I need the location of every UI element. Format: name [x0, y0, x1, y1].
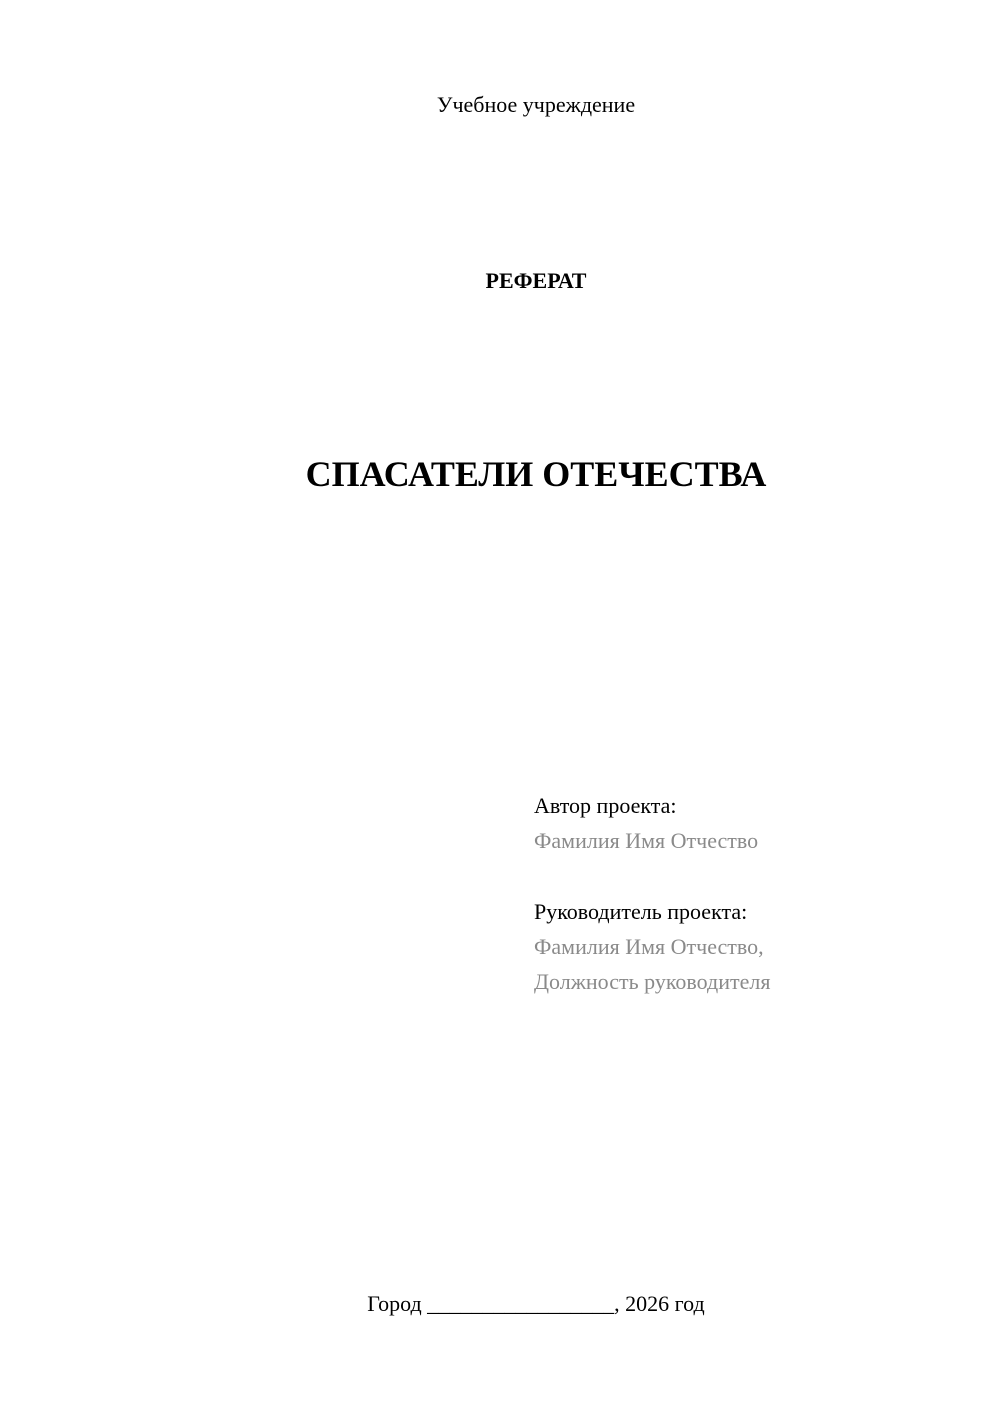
document-type: РЕФЕРАТ: [485, 268, 587, 293]
author-label: Автор проекта:: [534, 793, 677, 818]
project-people-block: [534, 788, 770, 999]
author-name: Фамилия Имя Отчество: [534, 828, 759, 853]
supervisor-label: Руководитель проекта:: [534, 899, 748, 924]
spacer: [534, 858, 770, 894]
institution-name: Учебное учреждение: [436, 92, 636, 117]
supervisor-name: Фамилия Имя Отчество,: [534, 934, 764, 959]
city-year-line: Город _________________, 2026 год: [367, 1291, 705, 1316]
supervisor-position: Должность руководителя: [534, 969, 771, 994]
document-title: СПАСАТЕЛИ ОТЕЧЕСТВА: [305, 454, 767, 494]
